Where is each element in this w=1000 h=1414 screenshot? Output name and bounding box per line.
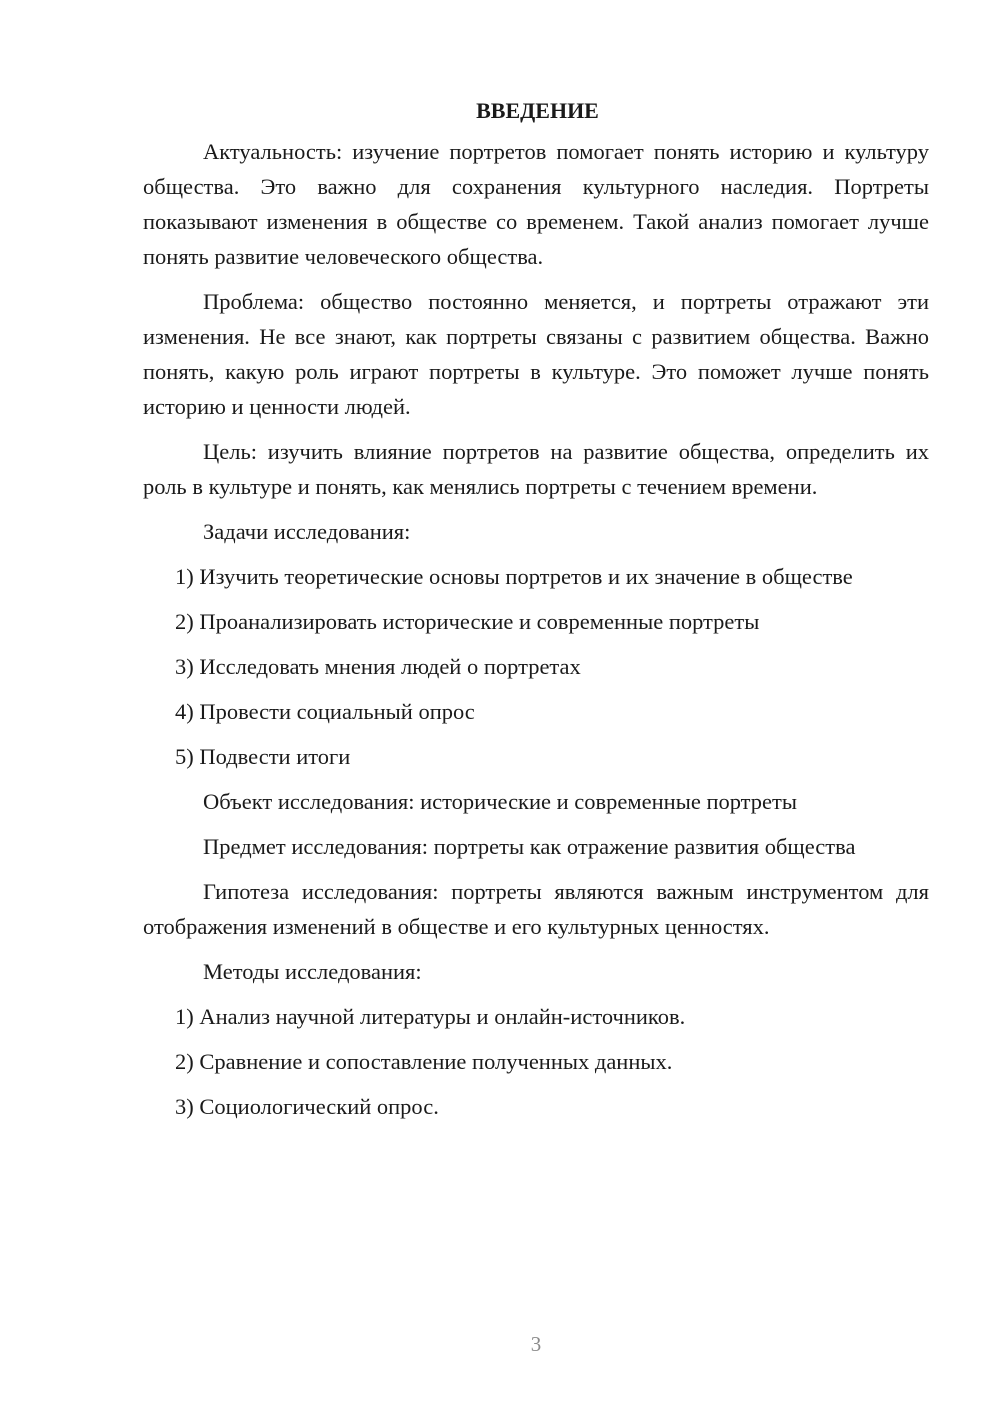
methods-list	[143, 999, 929, 1124]
list-item: 5) Подвести итоги	[175, 744, 351, 769]
list-item: 2) Сравнение и сопоставление полученных данных.	[175, 1049, 673, 1074]
relevance-paragraph: Актуальность: изучение портретов помогает понять историю и культуру общества. Это важно для сохранения культурного наследия. Портреты показывают изменения в обществе со временем. Такой анализ помогает лучше понять развитие человеческого общества.	[143, 139, 929, 269]
list-item: 2) Проанализировать исторические и современные портреты	[175, 609, 760, 634]
list-item: 1) Анализ научной литературы и онлайн-источников.	[175, 1004, 686, 1029]
tasks-title: Задачи исследования:	[203, 519, 411, 544]
page-number: 3	[530, 1332, 542, 1356]
list-item: 3) Социологический опрос.	[175, 1094, 439, 1119]
list-item: 4) Провести социальный опрос	[175, 699, 475, 724]
methods-title: Методы исследования:	[203, 959, 422, 984]
list-item: 1) Изучить теоретические основы портретов и их значение в обществе	[175, 564, 853, 589]
research-object: Объект исследования: исторические и современные портреты	[203, 789, 797, 814]
hypothesis-paragraph: Гипотеза исследования: портреты являются важным инструментом для отображения изменений в обществе и его культурных ценностях.	[143, 879, 929, 939]
list-item: 3) Исследовать мнения людей о портретах	[175, 654, 581, 679]
document-body	[143, 95, 929, 1134]
research-subject: Предмет исследования: портреты как отражение развития общества	[203, 834, 856, 859]
tasks-list	[143, 559, 929, 774]
section-heading: ВВЕДЕНИЕ	[476, 98, 599, 123]
problem-paragraph: Проблема: общество постоянно меняется, и портреты отражают эти изменения. Не все знают, как портреты связаны с развитием общества. Важно понять, какую роль играют портреты в культуре. Это поможет лучше понять историю и ценности людей.	[143, 289, 929, 419]
goal-paragraph: Цель: изучить влияние портретов на развитие общества, определить их роль в культуре и понять, как менялись портреты с течением времени.	[143, 439, 929, 499]
